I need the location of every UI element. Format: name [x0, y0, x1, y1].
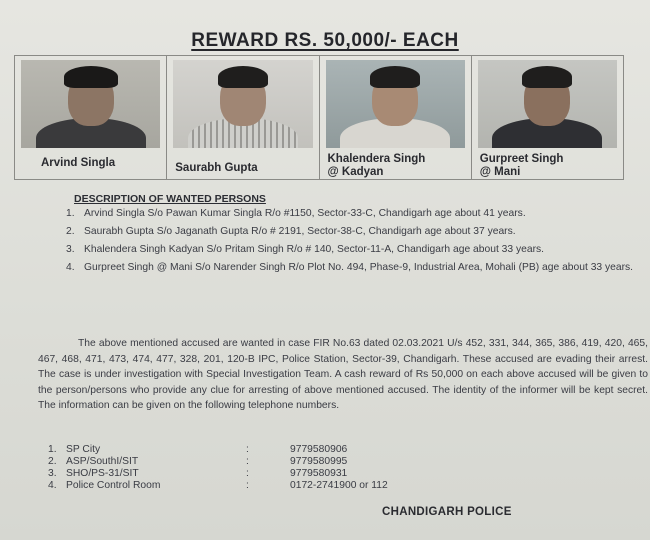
contact-phone: 9779580906 [290, 444, 348, 455]
notice-title: REWARD RS. 50,000/- EACH [191, 30, 459, 51]
contact-label: ASP/SouthI/SIT [66, 456, 139, 467]
contact-label: SHO/PS-31/SIT [66, 468, 139, 479]
description-item: 1. Arvind Singla S/o Pawan Kumar Singla R/o #1150, Sector-33-C, Chandigarh age about 41 years. [66, 208, 526, 219]
contact-row: 2. ASP/SouthI/SIT : 9779580995 [48, 456, 348, 467]
suspect-photo-3 [326, 60, 465, 148]
suspect-name-4: Gurpreet Singh @ Mani [479, 153, 564, 178]
contact-row: 3. SHO/PS-31/SIT : 9779580931 [48, 468, 348, 479]
description-item: 2. Saurabh Gupta S/o Jaganath Gupta R/o # 2191, Sector-38-C, Chandigarh age about 37 years. [66, 226, 516, 237]
suspect-photo-1 [21, 60, 160, 148]
suspect-name-3: Khalendera Singh @ Kadyan [327, 153, 426, 178]
suspect-photo-4 [478, 60, 617, 148]
suspect-card-1 [15, 56, 167, 179]
contact-label: Police Control Room [66, 480, 161, 491]
suspect-photo-2 [173, 60, 312, 148]
contact-phone: 9779580931 [290, 468, 348, 479]
description-item: 3. Khalendera Singh Kadyan S/o Pritam Singh R/o # 140, Sector-11-A, Chandigarh age about 33 years. [66, 244, 545, 255]
contact-list [48, 444, 468, 492]
contact-row: 4. Police Control Room : 0172-2741900 or 112 [48, 480, 388, 491]
contact-row: 1. SP City : 9779580906 [48, 444, 348, 455]
suspect-name-1: Arvind Singla [41, 157, 116, 169]
contact-phone: 0172-2741900 or 112 [290, 480, 388, 491]
suspect-card-2 [167, 56, 319, 179]
description-item: 4. Gurpreet Singh @ Mani S/o Narender Singh R/o Plot No. 494, Phase-9, Industrial Area, Mohali (PB) age about 33 years. [66, 262, 634, 273]
contact-phone: 9779580995 [290, 456, 348, 467]
contact-label: SP City [66, 444, 101, 455]
suspect-card-4 [472, 56, 623, 179]
description-list [66, 207, 646, 279]
issuer-signature: CHANDIGARH POLICE [382, 506, 512, 518]
suspect-card-3 [320, 56, 472, 179]
description-heading: DESCRIPTION OF WANTED PERSONS [74, 193, 266, 205]
suspect-name-2: Saurabh Gupta [175, 162, 258, 174]
notice-paragraph: The above mentioned accused are wanted in case FIR No.63 dated 02.03.2021 U/s 452, 331, 344, 365, 386, 419, 420, 465, 467, 468, 471, 473, 474, 477, 328, 201, 120-B IPC, Police Station, Sector-39, Chandigarh. These accused are evading their arrest. The case is under investigation with Special Investigation Team. A cash reward of Rs 50,000 on each above accused will be given to the person/persons who provide any clue for arresting of above mentioned accused. The identity of the informer will be kept secret. The information can be given on the following telephone numbers. [38, 338, 648, 411]
suspect-photo-strip [14, 55, 624, 180]
